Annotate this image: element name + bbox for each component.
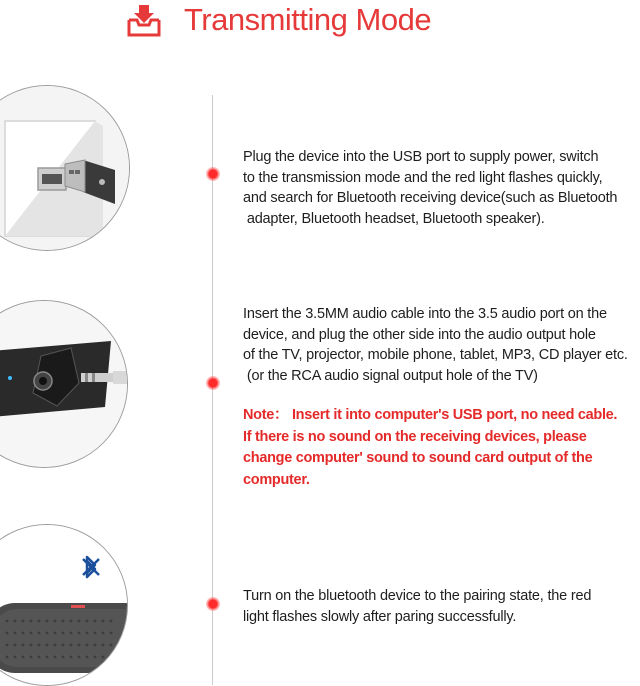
timeline-dot (206, 376, 220, 390)
step-2-description (243, 304, 638, 386)
note-line: change computer' sound to sound card output of the (243, 450, 593, 466)
step-2-line: Insert the 3.5MM audio cable into the 3.5 audio port on the (243, 306, 607, 322)
page-title: Transmitting Mode (184, 2, 432, 37)
audio-cable-port-photo (0, 300, 128, 468)
usb-port-plug-photo (0, 85, 130, 251)
step-1-line: Plug the device into the USB port to supply power, switch (243, 149, 599, 165)
step-2-line: of the TV, projector, mobile phone, tablet, MP3, CD player etc. (243, 347, 628, 363)
timeline-dot (206, 597, 220, 611)
step-2-line: device, and plug the other side into the audio output hole (243, 326, 596, 343)
note-line: computer. (243, 471, 310, 488)
download-tray-icon (126, 2, 162, 38)
step-1-line: and search for Bluetooth receiving device(such as Bluetooth (243, 190, 618, 206)
step-1-description (243, 147, 638, 229)
usb-note (243, 405, 638, 491)
step-1-line: to the transmission mode and the red light flashes quickly, (243, 169, 603, 186)
step-3-line: Turn on the bluetooth device to the pairing state, the red (243, 588, 592, 604)
bluetooth-speaker-photo (0, 524, 128, 686)
header (0, 0, 640, 44)
timeline-dot (206, 167, 220, 181)
step-3-line: light flashes slowly after paring successfully. (243, 608, 517, 625)
note-line: If there is no sound on the receiving devices, please (243, 428, 587, 445)
step-2-line: (or the RCA audio signal output hole of the TV) (243, 367, 538, 384)
note-line: Note： Insert it into computer's USB port, no need cable. (243, 407, 618, 423)
step-3-description (243, 586, 638, 627)
step-1-line: adapter, Bluetooth headset, Bluetooth speaker). (243, 210, 545, 227)
